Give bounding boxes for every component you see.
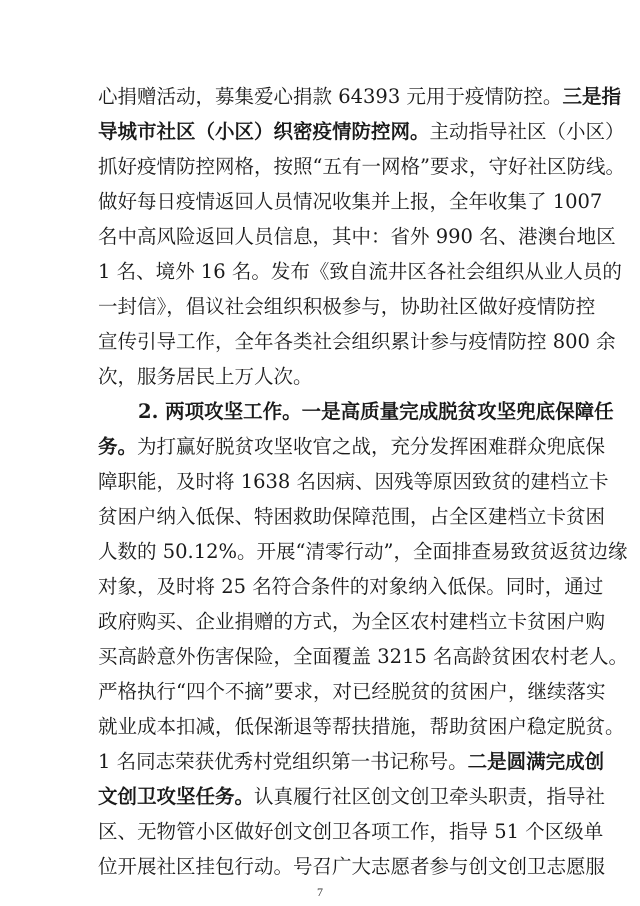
text-line: 就业成本扣减，低保渐退等帮扶措施，帮助贫困户稳定脱贫。 (98, 715, 625, 738)
text-line: 严格执行“四个不摘”要求，对已经脱贫的贫困户，继续落实 (98, 680, 606, 703)
text-run: 主动指导社区（小区） (429, 120, 625, 143)
page-number: 7 (317, 885, 323, 899)
text-line: 宣传引导工作，全年各类社会组织累计参与疫情防控 800 余 (98, 330, 616, 353)
text-line: 政府购买、企业捐赠的方式，为全区农村建档立卡贫困户购 (98, 610, 606, 633)
text-line: 做好每日疫情返回人员情况收集并上报，全年收集了 1007 (98, 190, 603, 213)
text-line: 名中高风险返回人员信息，其中：省外 990 名、港澳台地区 (98, 225, 616, 248)
text-line: 1 名、境外 16 名。发布《致自流井区各社会组织从业人员的 (98, 260, 622, 283)
text-line: 买高龄意外伤害保险，全面覆盖 3215 名高龄贫困农村老人。 (98, 645, 629, 668)
text-line: 位开展社区挂包行动。号召广大志愿者参与创文创卫志愿服 (98, 855, 606, 878)
text-run: 认真履行社区创文创卫牵头职责，指导社 (254, 785, 606, 808)
text-run: 1 名同志荣获优秀村党组织第一书记称号。 (98, 750, 468, 773)
text-line (98, 782, 606, 812)
bold-heading-run: 二是圆满完成创 (467, 750, 605, 773)
text-run: 心捐赠活动，募集爱心捐款 64393 元用于疫情防控。 (98, 85, 563, 108)
bold-heading-run: 导城市社区（小区）织密疫情防控网。 (98, 120, 430, 143)
text-line (98, 82, 621, 112)
text-line (98, 432, 606, 462)
text-run: 为打赢好脱贫攻坚收官之战，充分发挥困难群众兜底保 (137, 435, 606, 458)
text-line: 抓好疫情防控网格，按照“五有一网格”要求，守好社区防线。 (98, 155, 625, 178)
text-line: 人数的 50.12%。开展“清零行动”，全面排查易致贫返贫边缘 (98, 540, 628, 563)
bold-heading-run: 务。 (98, 435, 138, 458)
text-line (138, 397, 614, 427)
bold-heading-run: 三是指 (562, 85, 621, 108)
text-line: 障职能，及时将 1638 名因病、因残等原因致贫的建档立卡 (98, 470, 609, 493)
text-line (98, 747, 605, 777)
text-line: 贫困户纳入低保、特困救助保障范围，占全区建档立卡贫困 (98, 505, 606, 528)
text-line: 区、无物管小区做好创文创卫各项工作，指导 51 个区级单 (98, 820, 604, 843)
bold-heading-run: 文创卫攻坚任务。 (98, 785, 255, 808)
text-line (98, 117, 625, 147)
bold-heading-run: 2. 两项攻坚工作。一是高质量完成脱贫攻坚兜底保障任 (138, 400, 614, 423)
text-line: 次，服务居民上万人次。 (98, 365, 313, 388)
text-line: 一封信》，倡议社会组织积极参与，协助社区做好疫情防控 (98, 295, 596, 318)
text-line: 对象，及时将 25 名符合条件的对象纳入低保。同时，通过 (98, 575, 604, 598)
